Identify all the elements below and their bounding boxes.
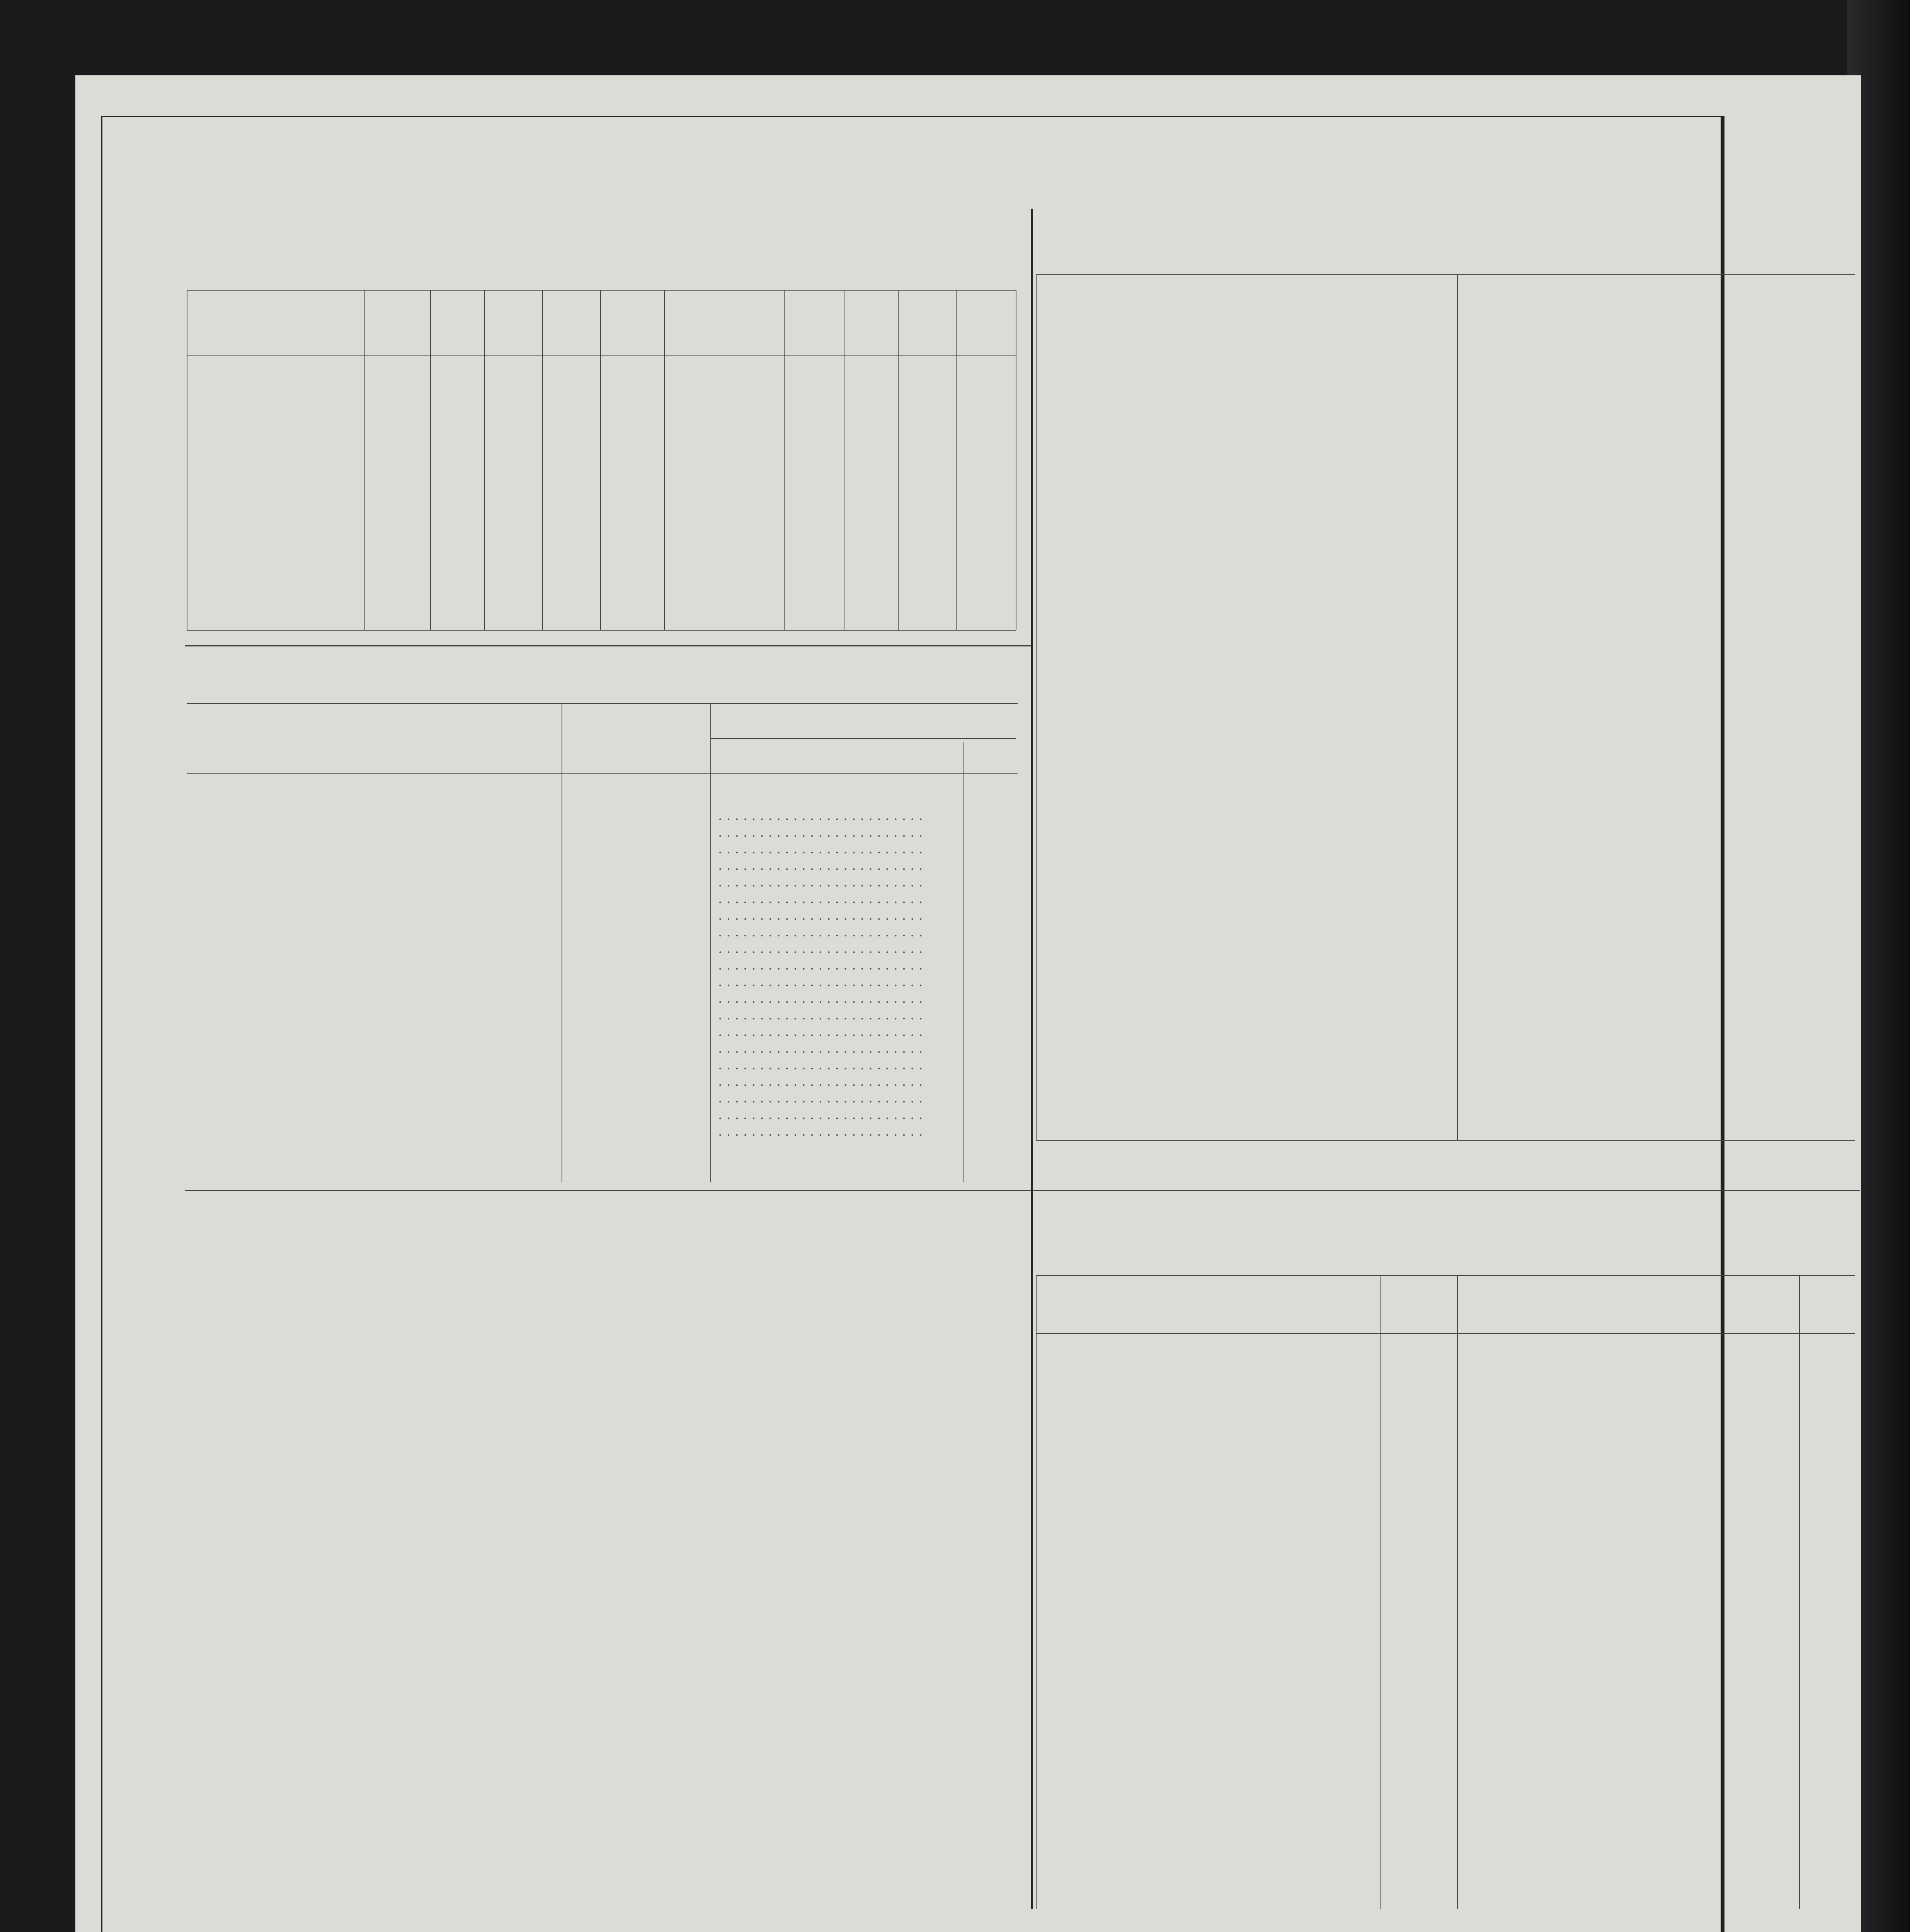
cotations-panel (185, 1190, 1031, 1909)
changes-left-names (243, 363, 363, 427)
changes-panel (185, 209, 1027, 645)
vertical-divider-top (1031, 209, 1033, 1190)
changes-right-first (786, 363, 842, 427)
changes-left-first (366, 363, 428, 427)
changes-right-high (900, 363, 954, 427)
changes-right-names (666, 363, 782, 427)
souscription-panel (185, 645, 1031, 1190)
changes-left-last (544, 363, 598, 427)
changes-left-low (432, 363, 482, 427)
changes-left-prev (189, 363, 243, 427)
changes-right-last (958, 363, 1014, 427)
vertical-divider-middle (1031, 1190, 1033, 1909)
changes-right-low (846, 363, 896, 427)
changes-right-prev (602, 363, 660, 427)
souscription-dots: . . . . . . . . . . . . . . . . . . . . . . . . . . . . . . . . . . . . . . . . . . . . . . . . . . . . . . . . . . . . . . . . . . . . . . . . . . . . . . . . . . . . . . . . . . . . . . . . . . . . . . . . . . . . . . . . . . . . . . . . . . . . . . . . . . . . . . . . . . . . . . . . . . . . . . . . . . . . . . . . . . . . . . . . . . . . . . . . . . . . . . . . . . . . . . . . . . . . . . . . . . . . . . . . . . . . . . . . . . . . . . . . . . . . . . . . . . . . . . . . . . . . . . . . . . . . . . . . . . . . . . . . . . . . . . . . . . . . . . . . . . . . . . . . . . . . . . . . . . . . . . . . . . . . . . . . . . . . . . . . . . . . . . . . . . . . . . . . . . . . . . . . . . . . . . . . . . . . . . . . . . . . . . . . . . . . . . . . . . . . . . . . . . . . . . . . . . . . . . . . . . . . . . . . . . . . . . . . . . . . . . . . . . . . . . . . . . . . . . . . . . . . . . . . . . . . . . . . . . . . . . . . . . . . . . . . . . . . . . . . . . . . . . . . . . . . . . . . . . . . (718, 808, 923, 1139)
changes-left-high (486, 363, 540, 427)
livrables-panel (1036, 1190, 1863, 1909)
rachetees-panel (1036, 209, 1863, 1190)
